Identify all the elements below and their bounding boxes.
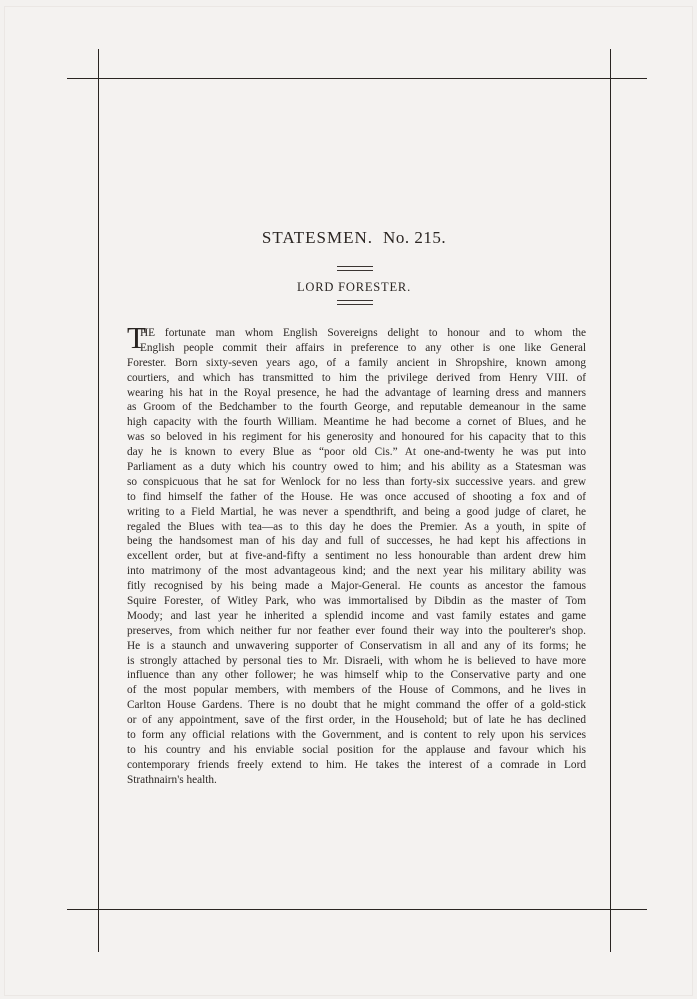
- body-line: high capacity with the fourth William. Meantime he had become a cornet of Blues, and he: [127, 416, 586, 429]
- body-line: regaled the Blues with tea—as to this day he does the Premier. As a youth, in spite of: [127, 520, 586, 533]
- body-line: day he is known to every Blue as “poor old Cis.” At one-and-twenty he was put into: [127, 446, 586, 459]
- body-line: Forester. Born sixty-seven years ago, of a family ancient in Shropshire, known among: [127, 356, 586, 369]
- body-line: as Groom of the Bedchamber to the fourth George, and reputable demeanour in the same: [127, 401, 586, 414]
- title-divider: [337, 266, 373, 271]
- body-line: of the most popular members, with members of the House of Commons, and he lives in: [127, 684, 586, 697]
- body-line: courtiers, and which has transmitted to him the privilege derived from Henry VIII. of: [127, 371, 586, 384]
- body-line: preserves, from which neither fur nor feather ever found their way into the poulterer's shop.: [127, 624, 586, 637]
- body-line: Squire Forester, of Witley Park, who was immortalised by Dibdin as the master of Tom: [127, 595, 586, 608]
- frame-right-rule: [610, 49, 611, 952]
- body-line: He is a staunch and unwavering supporter of Conservatism in all and any of its forms; he: [127, 639, 586, 652]
- body-line: Moody; and last year he inherited a splendid income and vast family estates and game: [127, 609, 586, 622]
- frame-left-rule: [98, 49, 99, 952]
- body-line: excellent order, but at five-and-fifty a sentiment no less honourable than ardent drew him: [127, 550, 586, 563]
- body-line: so conspicuous that he sat for Wenlock for no less than forty-six successive years. and grew: [127, 475, 586, 488]
- frame-top-rule: [67, 78, 647, 79]
- body-line: to form any official relations with the Government, and is content to rely upon his services: [127, 729, 586, 742]
- section-title: STATESMEN.: [261, 228, 374, 247]
- body-line: Carlton House Gardens. There is no doubt that he might command the offer of a gold-stick: [127, 699, 586, 712]
- body-line: HE fortunate man whom English Sovereigns delight to honour and to whom the: [140, 327, 586, 339]
- article-subtitle: LORD FORESTER.: [297, 280, 411, 294]
- body-line: English people commit their affairs in preference to any other is one like General: [140, 341, 586, 354]
- article-number: No. 215.: [383, 228, 447, 247]
- body-line: writing to a Field Martial, he was never a spendthrift, and being a good judge of claret, he: [127, 505, 586, 518]
- body-line: or of any appointment, save of the first order, in the Household; but of late he has declined: [127, 714, 586, 727]
- page-title: [98, 228, 610, 248]
- body-line: wearing his hat in the Royal presence, he had the advantage of learning dress and manners: [127, 386, 586, 399]
- body-line: Parliament as a duty which his country owed to him; and his ability as a Statesman was: [127, 461, 586, 474]
- body-line: influence than any other follower; he was himself whip to the Conservative party and one: [127, 669, 586, 682]
- body-line: Strathnairn's health.: [127, 773, 217, 786]
- body-line: to find himself the father of the House. He was once accused of shooting a fox and of: [127, 490, 586, 503]
- body-line: fitly recognised by his being made a Major-General. He counts as ancestor the famous: [127, 580, 586, 593]
- subtitle-divider: [337, 300, 373, 305]
- body-line: into matrimony of the most advantageous kind; and the next year his military ability was: [127, 565, 586, 578]
- body-line: is strongly attached by personal ties to Mr. Disraeli, with whom he is believed to have more: [127, 654, 586, 667]
- drop-cap: T: [127, 320, 146, 355]
- frame-bottom-rule: [67, 909, 647, 910]
- body-line: was so beloved in his regiment for his generosity and honoured for his capacity that to this: [127, 431, 586, 444]
- article-body: [127, 320, 586, 788]
- body-line: being the handsomest man of his day and full of successes, he had kept his affections in: [127, 535, 586, 548]
- body-line: to his country and his enviable social position for the applause and favour which his: [127, 743, 586, 756]
- body-line: contemporary friends freely extend to him. He takes the interest of a comrade in Lord: [127, 758, 586, 771]
